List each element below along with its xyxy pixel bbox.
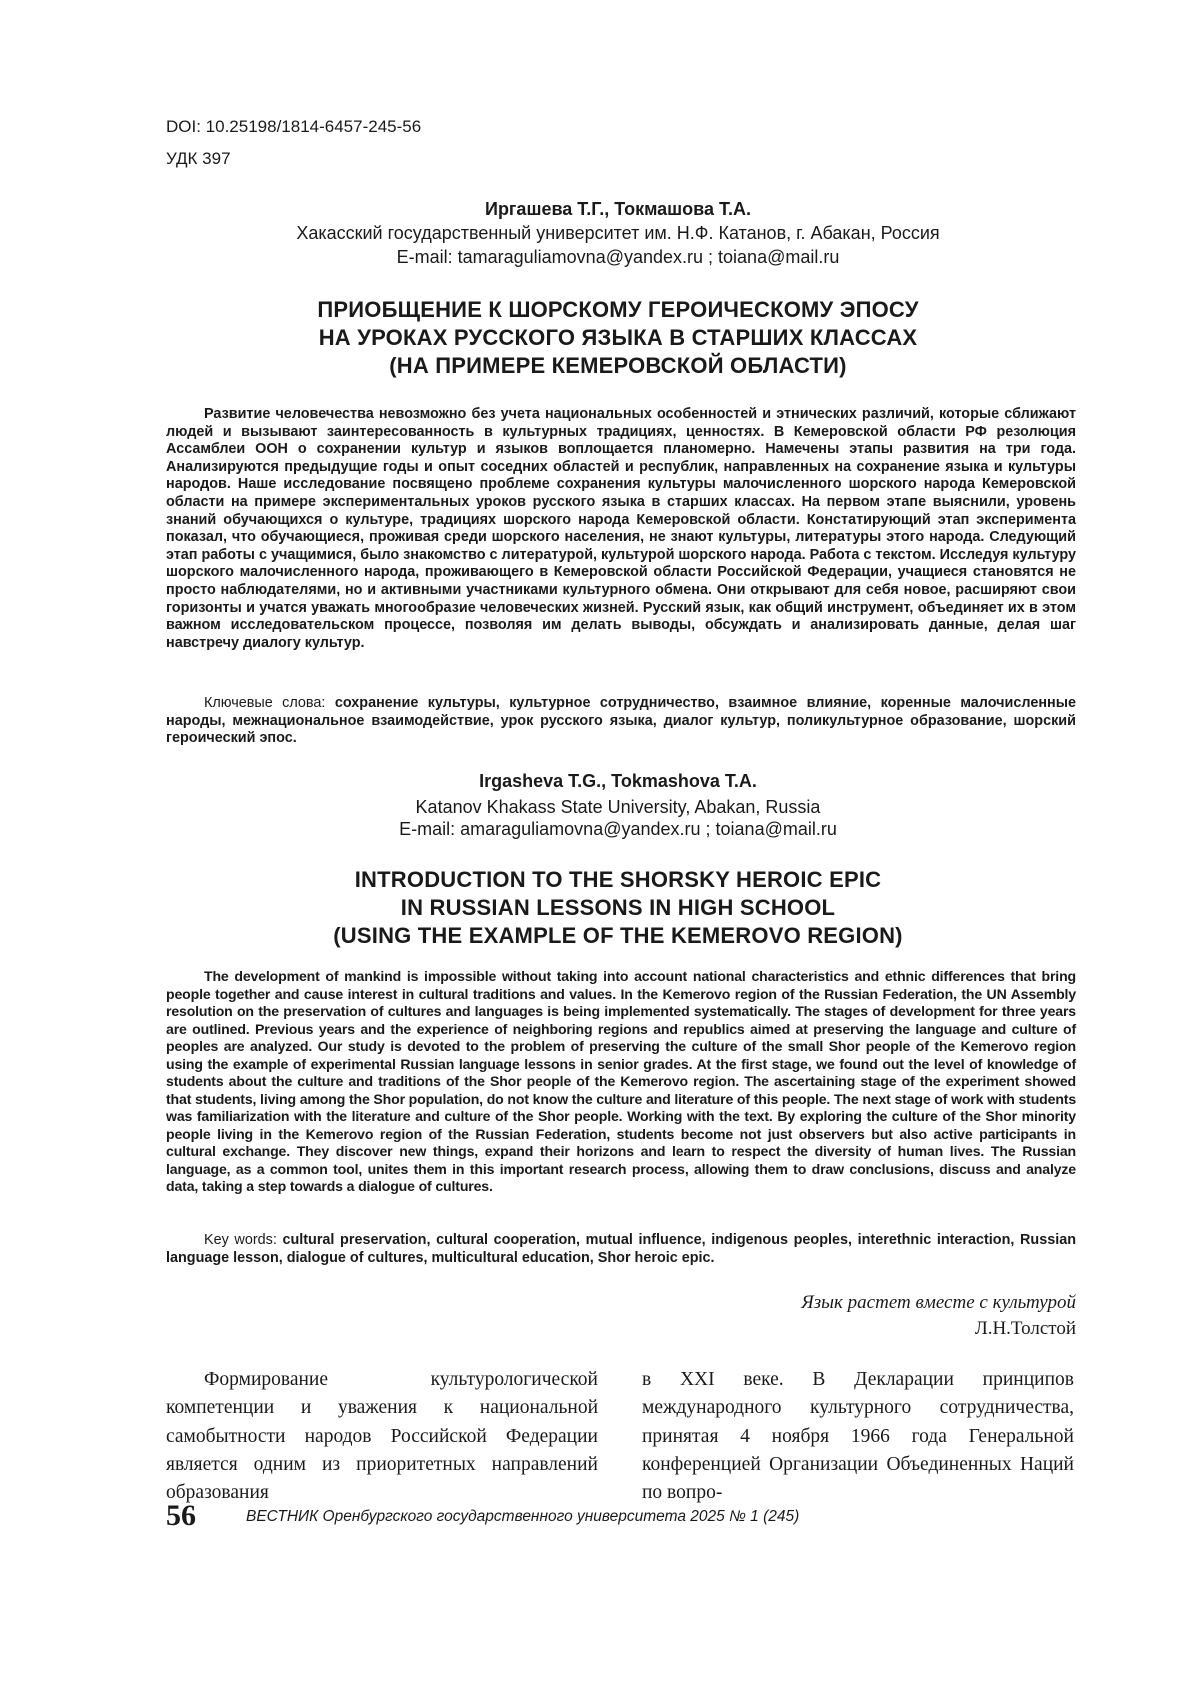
keywords-en [166, 1232, 1076, 1267]
journal-name: ВЕСТНИК Оренбургского государственного университета 2025 № 1 (245) [246, 1508, 800, 1525]
title-ru-line-3: (НА ПРИМЕРЕ КЕМЕРОВСКОЙ ОБЛАСТИ) [389, 353, 847, 378]
body-column-right: в XXI веке. В Декларации принципов международного культурного сотрудничества, принятая 4 ноября 1966 года Генеральной конференцией Организации Объединенных Наций по вопро- [642, 1369, 1074, 1504]
title-ru [166, 296, 1070, 380]
title-ru-line-1: ПРИОБЩЕНИЕ К ШОРСКОМУ ГЕРОИЧЕСКОМУ ЭПОСУ [317, 297, 919, 322]
page-footer [166, 1498, 1076, 1534]
email-ru: E-mail: tamaraguliamovna@yandex.ru ; toiana@mail.ru [396, 247, 840, 267]
doi: DOI: 10.25198/1814-6457-245-56 [166, 117, 422, 136]
keywords-label-en: Key words: [204, 1232, 277, 1248]
affiliation-ru: Хакасский государственный университет им. Н.Ф. Катанов, г. Абакан, Россия [296, 223, 940, 243]
epigraph [801, 1290, 1076, 1342]
keywords-ru [166, 695, 1076, 748]
title-en-line-1: INTRODUCTION TO THE SHORSKY HEROIC EPIC [354, 867, 882, 892]
keywords-text-ru: сохранение культуры, культурное сотрудничество, взаимное влияние, коренные малочисленные народы, межнациональное взаимодействие, урок русского языка, диалог культур, поликультурное образование, шорский героический эпос. [166, 695, 1076, 747]
title-en-line-3: (USING THE EXAMPLE OF THE KEMEROVO REGION) [333, 923, 903, 948]
keywords-label-ru: Ключевые слова: [204, 695, 326, 711]
keywords-text-en: cultural preservation, cultural cooperation, mutual influence, indigenous peoples, interethnic interaction, Russian language lesson, dialogue of cultures, multicultural education, Shor heroic epic. [166, 1232, 1076, 1266]
email-en: E-mail: amaraguliamovna@yandex.ru ; toiana@mail.ru [399, 819, 837, 839]
authors-en: Irgasheva T.G., Tokmashova T.A. [479, 771, 757, 791]
epigraph-author: Л.Н.Толстой [974, 1318, 1076, 1339]
title-en-line-2: IN RUSSIAN LESSONS IN HIGH SCHOOL [400, 895, 836, 920]
epigraph-quote: Язык растет вместе с культурой [801, 1292, 1076, 1313]
udk-code: УДК 397 [166, 149, 231, 168]
affiliation-en: Katanov Khakass State University, Abakan, Russia [415, 797, 821, 817]
abstract-ru: Развитие человечества невозможно без учета национальных особенностей и этнических различий, которые сближают людей и вызывают заинтересованность в культурных традициях, ценностях. В Кемеровской области РФ резолюция Ассамблеи ООН о сохранении культур и языков воплощается планомерно. Намечены этапы развития на три года. Анализируются предыдущие годы и опыт соседних областей и республик, направленных на сохранение языка и культуры народов. Наше исследование посвящено проблеме сохранения культуры малочисленного шорского народа Кемеровской области на примере экспериментальных уроков русского языка в старших классах. На первом этапе выяснили, уровень знаний обучающихся о культуре, традициях шорского народа Кемеровской области. Констатирующий этап эксперимента показал, что обучающиеся, проживая среди шорского населения, не знают культуры, литературы этого народа. Следующий этап работы с учащимися, было знакомство с литературой, культурой шорского народа. Работа с текстом. Исследуя культуру шорского малочисленного народа, проживающего в Кемеровской области Российской Федерации, учащиеся становятся не просто наблюдателями, но и активными участниками культурного обмена. Они открывают для себя новое, расширяют свои горизонты и учатся уважать многообразие человеческих жизней. Русский язык, как общий инструмент, объединяет их в этом важном исследовательском процессе, позволяя им делать выводы, обсуждать и анализировать данные, делая шаг навстречу диалогу культур. [166, 406, 1076, 651]
body-column-left: Формирование культурологической компетенции и уважения к национальной самобытности народов Российской Федерации является одним из приоритетных направлений образования [166, 1369, 598, 1504]
abstract-en: The development of mankind is impossible without taking into account national characteristics and ethnic differences that bring people together and cause interest in cultural traditions and values. In the Kemerovo region of the Russian Federation, the UN Assembly resolution on the preservation of cultures and languages is being implemented systematically. The stages of development for three years are outlined. Previous years and the experience of neighboring regions and republics aimed at preserving the language and culture of peoples are analyzed. Our study is devoted to the problem of preserving the culture of the small Shor people of the Kemerovo region using the example of experimental Russian language lessons in senior grades. At the first stage, we found out the level of knowledge of students about the culture and traditions of the Shor people of the Kemerovo region. The ascertaining stage of the experiment showed that students, living among the Shor population, do not know the culture and literature of this people. The next stage of work with students was familiarization with the literature and culture of the Shor people. Working with the text. By exploring the culture of the Shor minority people living in the Kemerovo region of the Russian Federation, students become not just observers but also active participants in cultural exchange. They discover new things, expand their horizons and learn to respect the diversity of human lives. The Russian language, as a common tool, unites them in this important research process, allowing them to draw conclusions, discuss and analyze data, taking a step towards a dialogue of cultures. [166, 968, 1077, 1194]
title-ru-line-2: НА УРОКАХ РУССКОГО ЯЗЫКА В СТАРШИХ КЛАССАХ [318, 325, 918, 350]
authors-ru: Иргашева Т.Г., Токмашова Т.А. [485, 199, 751, 219]
title-en [166, 866, 1070, 950]
page-number: 56 [166, 1499, 196, 1532]
